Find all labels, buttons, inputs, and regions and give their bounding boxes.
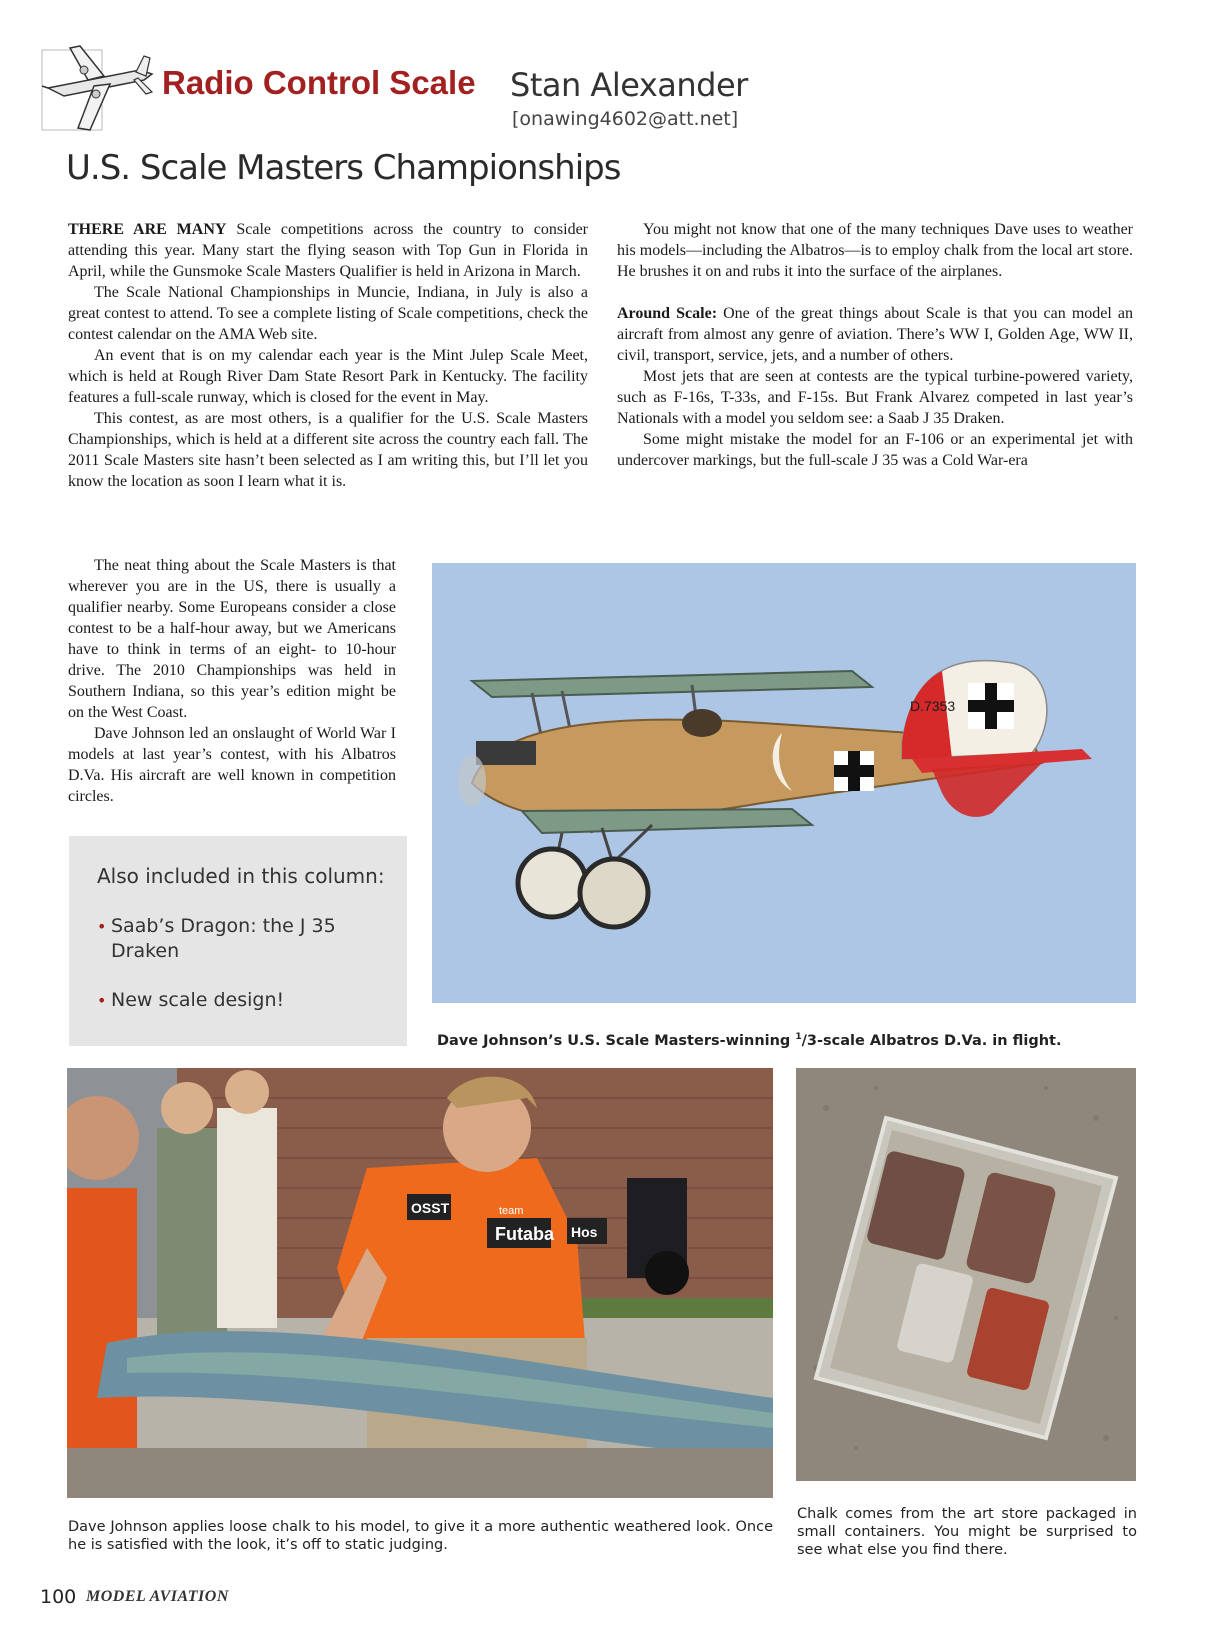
photo-chalk-containers [796, 1068, 1136, 1481]
sidebar-item: • New scale design! [97, 988, 397, 1013]
page-number: 100 [40, 1586, 77, 1608]
shirt-team: team [499, 1205, 524, 1217]
photo-chalk-application [67, 1068, 773, 1498]
caption-people-photo: Dave Johnson applies loose chalk to his model, to give it a more authentic weathered look. Once he is satisfied with the look, it’s off to static judging. [68, 1519, 773, 1553]
sleeve-logo-right: Hos [571, 1224, 598, 1240]
paragraph: The Scale National Championships in Muncie, Indiana, in July is also a great contest to attend. To see a complete listing of Scale competitions, check the contest calendar on the AMA Web site. [68, 284, 588, 343]
column-title: Radio Control Scale [162, 64, 476, 101]
paragraph: The neat thing about the Scale Masters is that wherever you are in the US, there is usually a qualifier nearby. Some Europeans consider a close contest to be a half-hour away, but we Americans have to think in terms of an eight- to 10-hour drive. The 2010 Championships was held in Southern Indiana, so this year’s edition might be on the West Coast. [68, 557, 396, 721]
paragraph: An event that is on my calendar each year is the Mint Julep Scale Meet, which is held at Rough River Dam State Resort Park in Kentucky. The facility features a full-scale runway, which is closed for the event in May. [68, 347, 588, 406]
caption-chalk-photo: Chalk comes from the art store packaged in small containers. You might be surprised to see what else you find there. [797, 1506, 1137, 1558]
author-email[interactable]: [onawing4602@att.net] [512, 108, 739, 130]
paragraph: Some might mistake the model for an F-106 or an experimental jet with undercover markings, but the full-scale J 35 was a Cold War-era [617, 431, 1133, 469]
caption-plane-photo: Dave Johnson’s U.S. Scale Masters-winning $^1$/3-scale Albatros D.Va. in flight. [437, 1032, 1062, 1049]
shirt-brand: Futaba [495, 1224, 555, 1244]
paragraph: Most jets that are seen at contests are the typical turbine-powered variety, such as F-16s, T-33s, and F-15s. But Frank Alvarez competed in last year’s Nationals with a model you seldom see: a Saab J 35 Draken. [617, 368, 1133, 427]
body-column-left-bottom [68, 555, 396, 807]
tail-code: D.7353 [910, 698, 956, 714]
photo-albatros-flight [432, 563, 1136, 1003]
sidebar-item: • Saab’s Dragon: the J 35 Draken [97, 914, 397, 964]
sidebar-box [69, 836, 407, 1046]
paragraph: You might not know that one of the many techniques Dave uses to weather his models—including the Albatros—is to employ chalk from the local art store. He brushes it on and rubs it into the surface of the airplanes. [617, 221, 1133, 280]
author-name: Stan Alexander [510, 66, 748, 104]
body-column-left-top [68, 219, 588, 492]
sidebar-title: Also included in this column: [97, 864, 385, 888]
paragraph: Around Scale: One of the great things about Scale is that you can model an aircraft from almost any genre of aviation. There’s WW I, Golden Age, WW II, civil, transport, service, jets, and a number of others. [617, 305, 1134, 364]
sleeve-logo-left: OSST [411, 1200, 450, 1216]
article-title: U.S. Scale Masters Championships [66, 148, 621, 188]
paragraph: This contest, as are most others, is a qualifier for the U.S. Scale Masters Championships, which is held at a different site across the country each fall. The 2011 Scale Masters site hasn’t been selected as I am writing this, but I’ll let you know the location as soon I learn what it is. [68, 410, 588, 490]
lead-in: THERE ARE MANY [68, 221, 227, 238]
magazine-name: MODEL AVIATION [86, 1588, 229, 1605]
logo-plane-icon [40, 40, 160, 140]
body-column-right [617, 219, 1133, 471]
subhead: Around Scale: [617, 305, 718, 322]
paragraph: Dave Johnson led an onslaught of World War I models at last year’s contest, with his Albatros D.Va. His aircraft are well known in competition circles. [68, 725, 396, 805]
sidebar-list [97, 914, 397, 1037]
paragraph: THERE ARE MANY Scale competitions across the country to consider attending this year. Many start the flying season with Top Gun in Florida in April, while the Gunsmoke Scale Masters Qualifier is held in Arizona in March. [68, 221, 588, 280]
